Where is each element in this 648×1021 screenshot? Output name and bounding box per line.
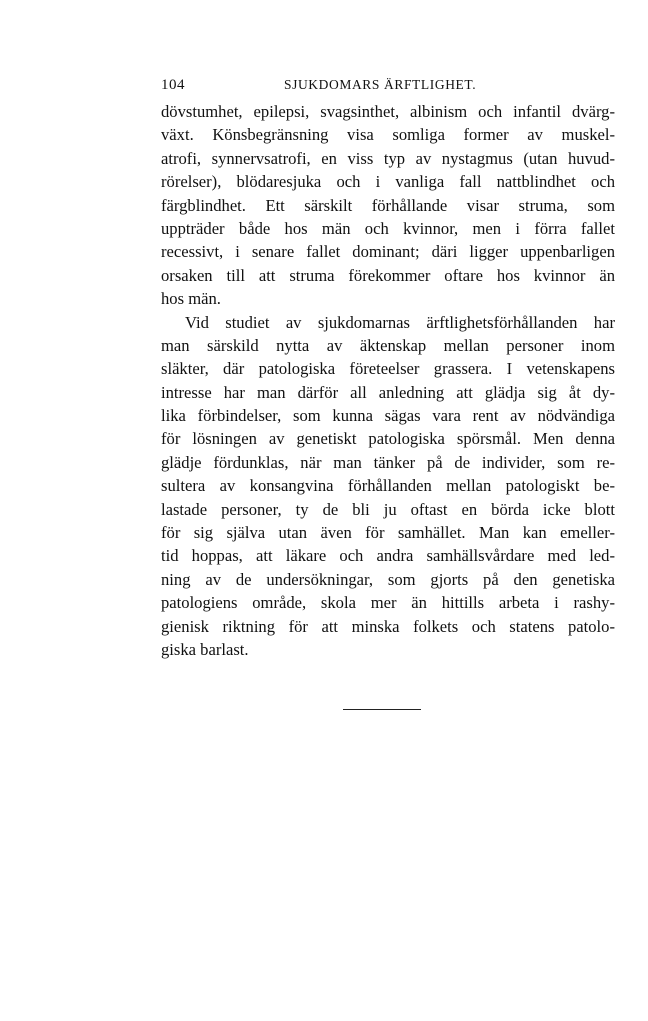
text-line: tid hoppas, att läkare och andra samhällsvårdare med led-: [161, 546, 615, 566]
text-line: hos män.: [161, 289, 221, 309]
text-line: dövstumhet, epilepsi, svagsinthet, albinism och infantil dvärg-: [161, 102, 615, 121]
text-line: gienisk riktning för att minska folkets och statens patolo-: [161, 616, 615, 636]
text-line: intresse har man därför all anledning att glädja sig åt dy-: [161, 382, 615, 402]
text-line: rörelser), blödaresjuka och i vanliga fall nattblindhet och: [161, 172, 615, 192]
paragraph-2: [161, 311, 615, 662]
text-line: Vid studiet av sjukdomarnas ärftlighetsförhållanden har: [185, 312, 615, 332]
text-line: recessivt, i senare fallet dominant; däri ligger uppenbarligen: [161, 242, 615, 262]
text-line: för lösningen av genetiskt patologiska spörsmål. Men denna: [161, 429, 615, 449]
running-head: [161, 77, 615, 99]
running-title: SJUKDOMARS ÄRFTLIGHET.: [284, 77, 477, 92]
text-line: orsaken till att struma förekommer oftare hos kvinnor än: [161, 265, 615, 285]
text-line: man särskild nytta av äktenskap mellan personer inom: [161, 335, 615, 355]
text-line: atrofi, synnervsatrofi, en viss typ av nystagmus (utan huvud-: [161, 148, 615, 168]
text-line: färgblindhet. Ett särskilt förhållande visar struma, som: [161, 195, 615, 215]
text-line: lastade personer, ty de bli ju oftast en börda icke blott: [161, 499, 615, 519]
section-end-rule: [343, 709, 421, 710]
body-text: [161, 100, 615, 661]
text-line: uppträder både hos män och kvinnor, men i förra fallet: [161, 218, 615, 238]
text-line: för sig själva utan även för samhället. Man kan emeller-: [161, 523, 615, 543]
text-line: lika förbindelser, som kunna sägas vara rent av nödvändiga: [161, 406, 615, 426]
page-number: 104: [161, 77, 185, 93]
paragraph-1: [161, 100, 615, 311]
text-line: giska barlast.: [161, 639, 249, 659]
text-line: släkter, där patologiska företeelser grassera. I vetenskapens: [161, 359, 615, 379]
text-line: växt. Könsbegränsning visa somliga former av muskel-: [161, 125, 615, 145]
text-line: glädje fördunklas, när man tänker på de individer, som re-: [161, 452, 615, 472]
text-line: sultera av konsangvina förhållanden mellan patologiskt be-: [161, 476, 615, 496]
text-line: patologiens område, skola mer än hittills arbeta i rashy-: [161, 593, 615, 613]
text-line: ning av de undersökningar, som gjorts på den genetiska: [161, 569, 615, 589]
